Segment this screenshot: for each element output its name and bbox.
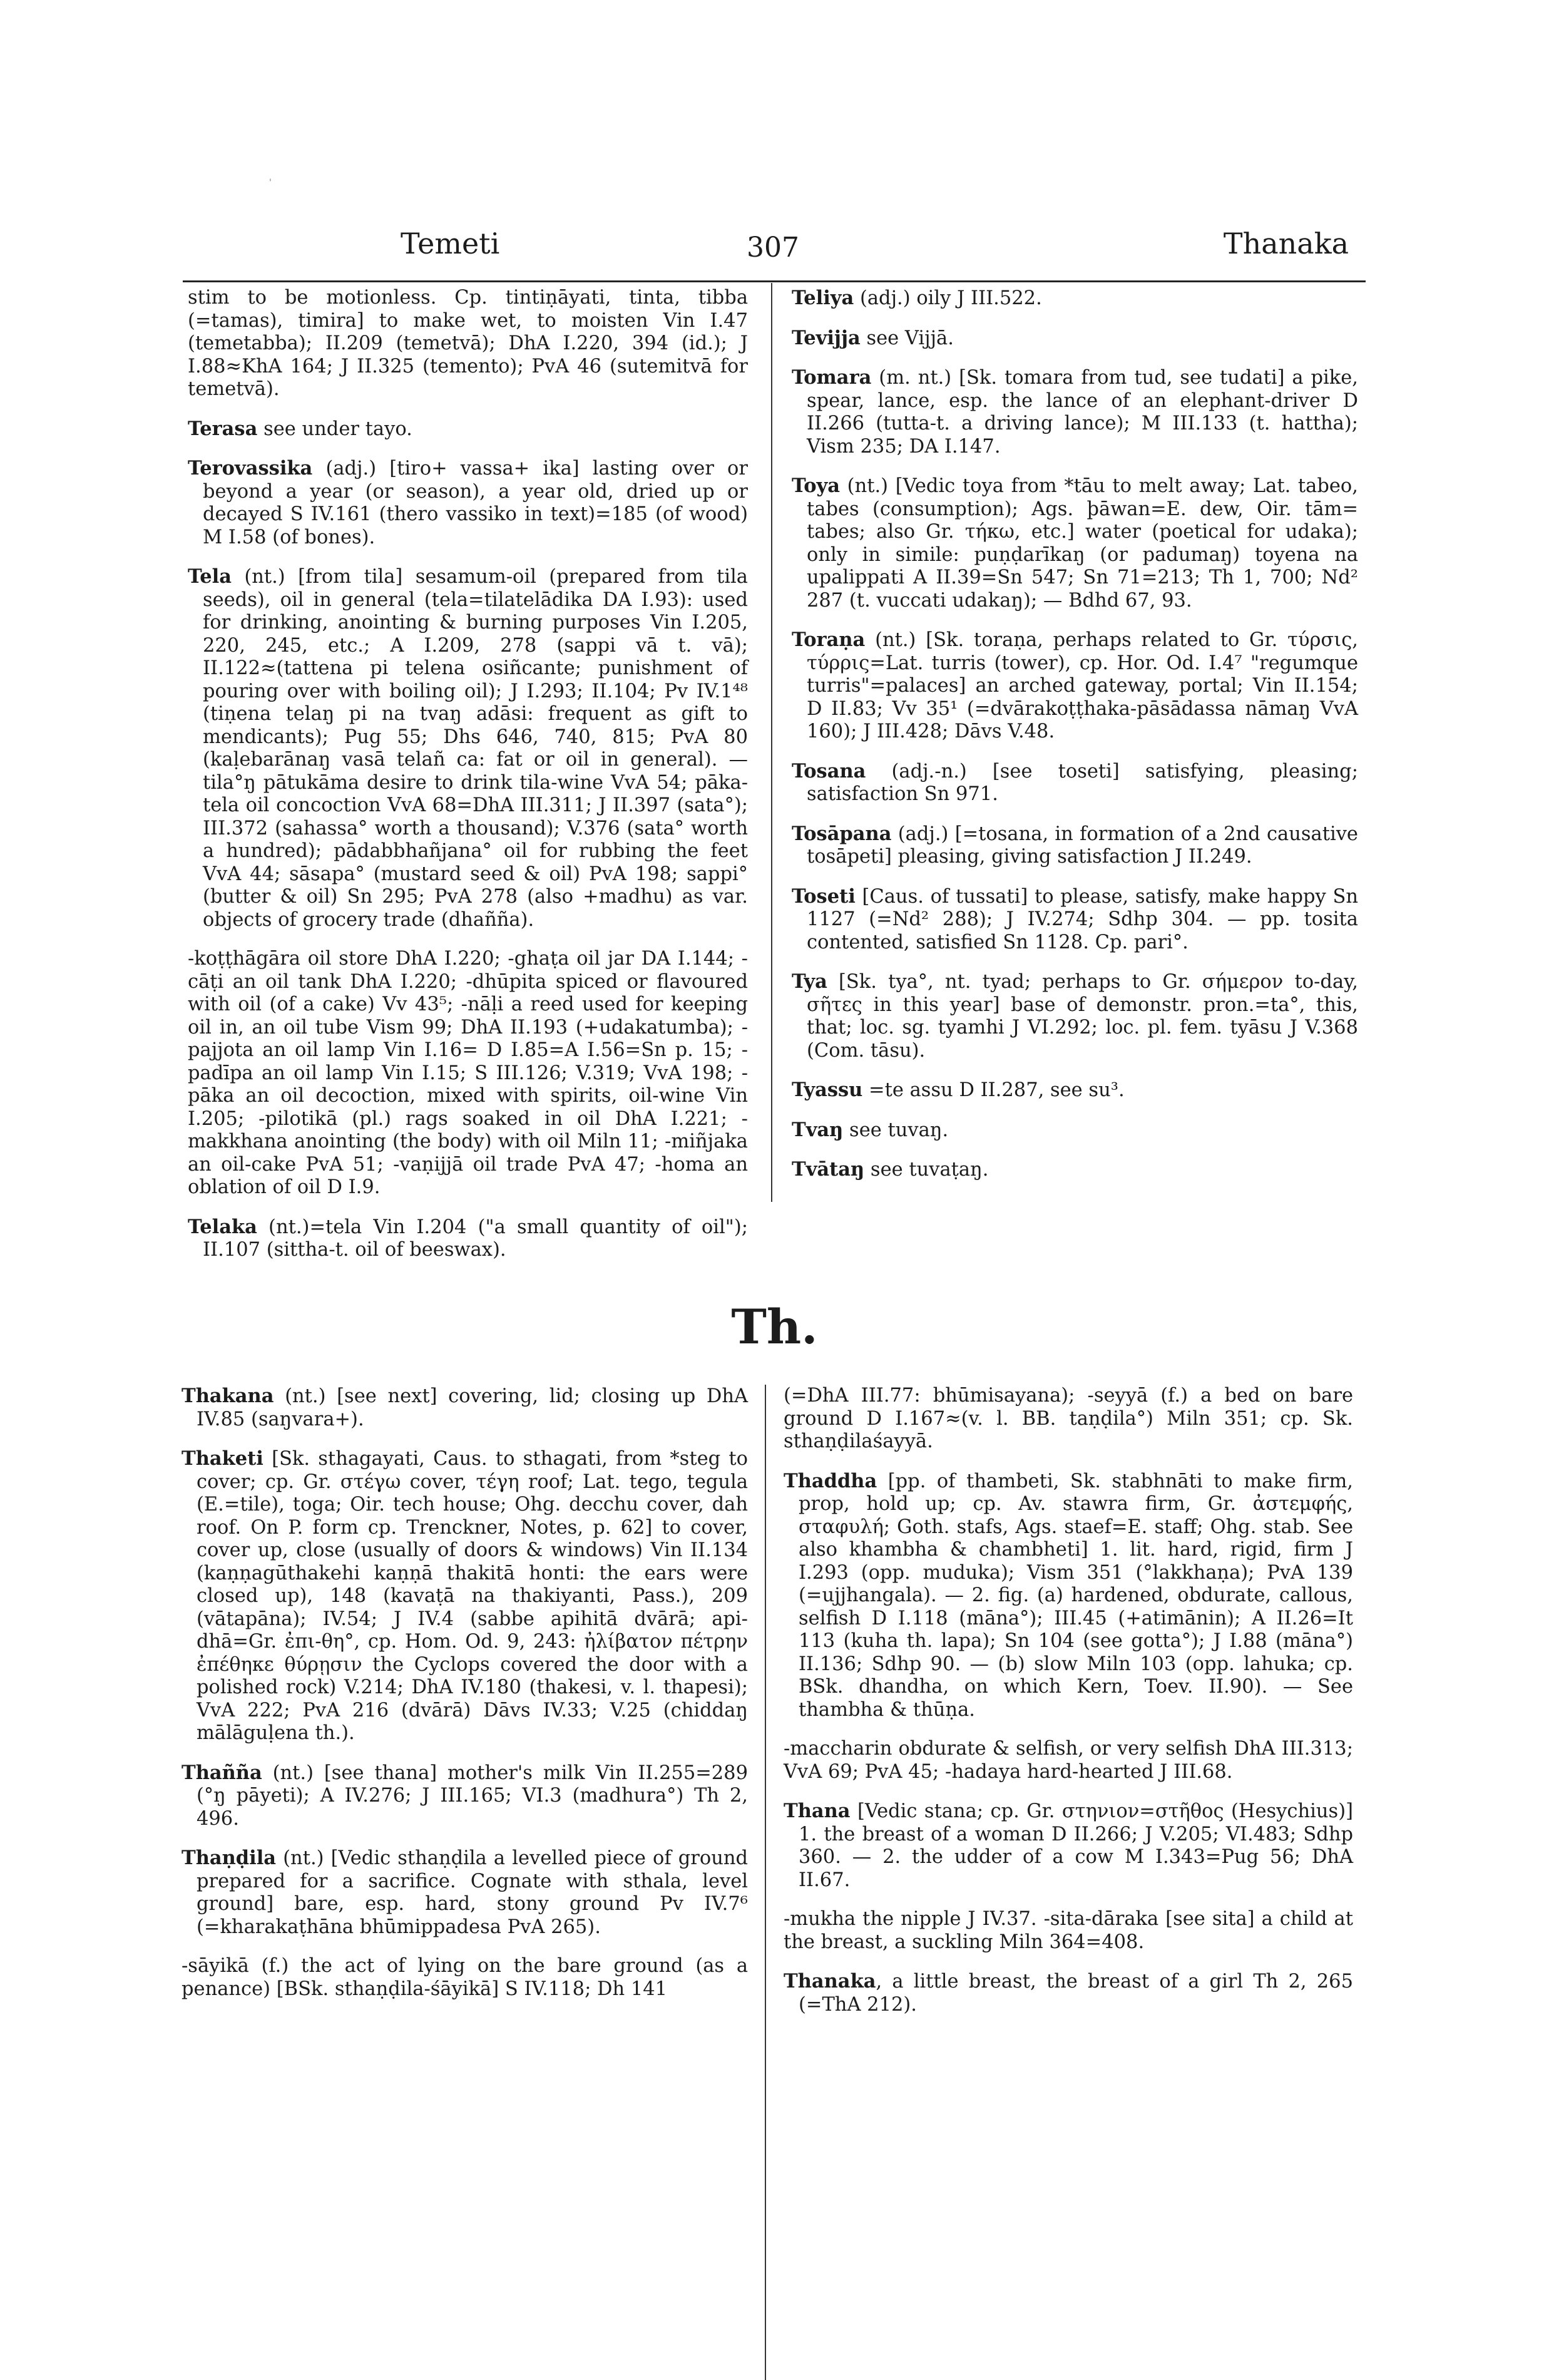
dictionary-entry: [792, 1158, 1358, 1182]
entry-text: (adj.) [tiro+ vassa+ ika] lasting over or beyond a year (or season), a year old, dried up or decayed S IV.161 (thero vassiko in text)=185 (of wood) M I.58 (of bones).: [203, 458, 748, 548]
column-divider-bottom: [765, 1385, 766, 2380]
entry-text: -maccharin obdurate & selfish, or very selfish DhA III.313; VvA 69; PvA 45; -hadaya hard-hearted J III.68.: [784, 1738, 1353, 1783]
dictionary-entry: [792, 823, 1358, 869]
dictionary-entry: [188, 948, 748, 1199]
entry-headword: Tevijja: [792, 326, 861, 349]
dictionary-entry: [792, 885, 1358, 955]
entry-text: (nt.) [from tila] sesamum-oil (prepared from tila seeds), oil in general (tela=tilatelādika DA I.93): used for drinking, anointing & burning purposes Vin I.205, 220, 245, etc.; A I.209, 278 (sappi vā t. vā); II.122≈(tattena pi telena osiñcante; punishment of pouring over with boiling oil); J I.293; II.104; Pv IV.1⁴⁸ (tiṇena telaŋ pi na tvaŋ adāsi: frequent as gift to mendicants); Pug 55; Dhs 646, 740, 815; PvA 80 (kaḷebarānaŋ vasā telañ ca: fat or oil in general). — tila°ŋ pātukāma desire to drink tila-wine VvA 54; pāka-tela oil concoction VvA 68=DhA III.311; J II.397 (sata°); III.372 (sahassa° worth a thousand); V.376 (sata° worth a hundred); pādabbhañjana° oil for rubbing the feet VvA 44; sāsapa° (mustard seed & oil) PvA 198; sappi° (butter & oil) Sn 295; PvA 278 (also +madhu) as var. objects of grocery trade (dhañña).: [203, 566, 748, 931]
dictionary-entry: [792, 287, 1358, 310]
running-header: [185, 227, 1361, 270]
dictionary-entry: [188, 287, 748, 401]
dictionary-entry: [784, 1738, 1353, 1783]
entry-text: see Vijjā.: [860, 327, 954, 349]
column-3: [181, 1385, 748, 2017]
entry-headword: Thaketi: [181, 1447, 263, 1470]
dictionary-entry: [181, 1447, 748, 1745]
page-number: 307: [747, 232, 799, 264]
entry-headword: Thana: [784, 1800, 851, 1822]
dictionary-entry: [784, 1470, 1353, 1722]
entry-text: -koṭṭhāgāra oil store DhA I.220; -ghaṭa oil jar DA I.144; -cāṭi an oil tank DhA I.220; -dhūpita spiced or flavoured with oil (of a cake) Vv 43⁵; -nāḷi a reed used for keeping oil in, an oil tube Vism 99; DhA II.193 (+udakatumba); -pajjota an oil lamp Vin I.16= D I.85=A I.56=Sn p. 15; -padīpa an oil lamp Vin I.15; S III.126; V.319; VvA 198; -pāka an oil decoction, mixed with spirits, oil-wine Vin I.205; -pilotikā (pl.) rags soaked in oil DhA I.221; -makkhana anointing (the body) with oil Miln 11; -miñjaka an oil-cake PvA 51; -vaṇijjā oil trade PvA 47; -homa an oblation of oil D I.9.: [188, 948, 748, 1198]
entry-headword: Tyassu: [792, 1079, 863, 1101]
entry-headword: Toraṇa: [792, 628, 866, 651]
entry-text: , a little breast, the breast of a girl Th 2, 265 (=ThA 212).: [799, 1971, 1353, 2016]
dictionary-entry: [792, 1119, 1358, 1142]
dictionary-entry: [784, 1970, 1353, 2016]
entry-headword: Thaddha: [784, 1469, 877, 1492]
entry-text: (adj.) [=tosana, in formation of a 2nd causative tosāpeti] pleasing, giving satisfaction J II.249.: [807, 823, 1358, 868]
entry-headword: Tosana: [792, 759, 866, 782]
entry-text: (nt.)=tela Vin I.204 ("a small quantity of oil"); II.107 (sittha-t. oil of beeswax).: [203, 1216, 748, 1261]
dictionary-entry: [792, 366, 1358, 458]
entry-headword: Tya: [792, 970, 827, 993]
scan-mark: ': [269, 178, 272, 188]
dictionary-entry: [792, 474, 1358, 612]
entry-headword: Tvātaŋ: [792, 1158, 865, 1181]
entry-headword: Teliya: [792, 287, 854, 309]
dictionary-entry: [181, 1847, 748, 1939]
entry-headword: Tomara: [792, 366, 872, 389]
dictionary-entry: [784, 1385, 1353, 1454]
dictionary-entry: [181, 1385, 748, 1431]
entry-text: (nt.) [see thana] mother's milk Vin II.255=289 (°ŋ pāyeti); A IV.276; J III.165; VI.3 (madhura°) Th 2, 496.: [197, 1762, 748, 1830]
dictionary-entry: [784, 1908, 1353, 1954]
entry-text: see under tayo.: [257, 418, 412, 440]
entry-text: stim to be motionless. Cp. tintiṇāyati, tinta, tibba (=tamas), timira] to make wet, to moisten Vin I.47 (temetabba); II.209 (temetvā); DhA I.220, 394 (id.); J I.88≈KhA 164; J II.325 (temento); PvA 46 (sutemitvā for temetvā).: [188, 287, 748, 400]
header-rule: [183, 280, 1366, 282]
entry-headword: Telaka: [188, 1215, 257, 1238]
dictionary-entry: [792, 628, 1358, 744]
entry-headword: Terasa: [188, 417, 258, 440]
header-first-word: Temeti: [401, 227, 500, 260]
entry-headword: Thakana: [181, 1385, 274, 1407]
entry-text: (=DhA III.77: bhūmisayana); -seyyā (f.) a bed on bare ground D I.167≈(v. l. BB. taṇḍila°) Miln 351; cp. Sk. sthaṇḍilaśayyā.: [784, 1385, 1353, 1452]
dictionary-entry: [792, 760, 1358, 806]
entry-text: (m. nt.) [Sk. tomara from tud, see tudati] a pike, spear, lance, esp. the lance of an elephant-driver D II.266 (tutta-t. a driving lance); M III.133 (t. hattha); Vism 235; DA I.147.: [807, 367, 1358, 458]
dictionary-entry: [181, 1762, 748, 1831]
section-heading: Th.: [731, 1299, 818, 1355]
dictionary-entry: [188, 1216, 748, 1262]
entry-text: [Caus. of tussati] to please, satisfy, make happy Sn 1127 (=Nd² 288); J IV.274; Sdhp 304. — pp. tosita contented, satisfied Sn 1128. Cp. pari°.: [807, 885, 1358, 953]
entry-text: [Sk. sthagayati, Caus. to sthagati, from *steg to cover; cp. Gr. στέγω cover, τέγη roof; Lat. tego, tegula (E.=tile), toga; Oir. tech house; Ohg. decchu cover, dah roof. On P. form cp. Trenckner, Notes, p. 62] to cover, cover up, close (usually of doors & windows) Vin II.134 (kaṇṇagūthakehi kaṇṇā thakitā honti: the ears were closed up), 148 (kavaṭā na thakiyanti, Pass.), 209 (vātapāna); IV.54; J IV.4 (sabbe apihitā dvārā; api-dhā=Gr. ἐπι-θη°, cp. Hom. Od. 9, 243: ἠλίβατον πέτρην ἐπέθηκε θύρῃσιν the Cyclops covered the door with a polished rock) V.214; DhA IV.180 (thakesi, v. l. thapesi); VvA 222; PvA 216 (dvārā) Dāvs IV.33; V.25 (chiddaŋ mālāguḷena th.).: [197, 1448, 748, 1744]
entry-text: (nt.) [Sk. toraṇa, perhaps related to Gr. τύρσις, τύρρις=Lat. turris (tower), cp. Hor. Od. I.4⁷ "regumque turris"=palaces] an arched gateway, portal; Vin II.154; D II.83; Vv 35¹ (=dvārakoṭṭhaka-pāsādassa nāmaŋ VvA 160); J III.428; Dāvs V.48.: [807, 629, 1358, 742]
entry-text: [Sk. tya°, nt. tyad; perhaps to Gr. σήμερον to-day, σῆτες in this year] base of demonstr. pron.=ta°, this, that; loc. sg. tyamhi J VI.292; loc. pl. fem. tyāsu J V.368 (Com. tāsu).: [807, 971, 1358, 1062]
entry-text: (nt.) [see next] covering, lid; closing up DhA IV.85 (saŋvara+).: [197, 1385, 748, 1430]
header-last-word: Thanaka: [1223, 227, 1349, 260]
entry-headword: Terovassika: [188, 457, 313, 480]
entry-text: -mukha the nipple J IV.37. -sita-dāraka [see sita] a child at the breast, a suckling Miln 364=408.: [784, 1908, 1353, 1953]
dictionary-entry: [792, 327, 1358, 351]
entry-text: [Vedic stana; cp. Gr. στηνιον=στῆθος (Hesychius)] 1. the breast of a woman D II.266; J V.205; VI.483; Sdhp 360. — 2. the udder of a cow M I.343=Pug 56; DhA II.67.: [799, 1800, 1353, 1891]
entry-text: (adj.) oily J III.522.: [854, 287, 1042, 309]
dictionary-entry: [784, 1800, 1353, 1892]
entry-text: -sāyikā (f.) the act of lying on the bare ground (as a penance) [BSk. sthaṇḍila-śāyikā] S IV.118; Dh 141: [181, 1955, 748, 2000]
entry-text: (nt.) [Vedic sthaṇḍila a levelled piece of ground prepared for a sacrifice. Cognate with sthala, level ground] bare, esp. hard, stony ground Pv IV.7⁶ (=kharakaṭhāna bhūmippadesa PvA 265).: [197, 1847, 748, 1938]
entry-headword: Tvaŋ: [792, 1118, 844, 1141]
entry-text: (adj.-n.) [see toseti] satisfying, pleasing; satisfaction Sn 971.: [807, 760, 1358, 805]
entry-headword: Toseti: [792, 885, 856, 908]
column-divider-top: [771, 283, 772, 1202]
dictionary-entry: [181, 1955, 748, 2001]
entry-headword: Thanaka: [784, 1970, 876, 1993]
dictionary-entry: [188, 418, 748, 441]
entry-headword: Tela: [188, 565, 232, 588]
entry-text: =te assu D II.287, see su³.: [862, 1079, 1125, 1101]
entry-headword: Toya: [792, 474, 841, 497]
entry-headword: Thañña: [181, 1761, 262, 1784]
dictionary-entry: [792, 970, 1358, 1062]
column-4: [784, 1385, 1353, 2033]
entry-headword: Thaṇḍila: [181, 1847, 277, 1869]
entry-text: see tuvaŋ.: [843, 1119, 949, 1141]
column-1: [188, 287, 748, 1278]
entry-text: see tuvaṭaŋ.: [864, 1159, 989, 1181]
entry-headword: Tosāpana: [792, 822, 892, 845]
dictionary-entry: [792, 1079, 1358, 1102]
entry-text: [pp. of thambeti, Sk. stabhnāti to make firm, prop, hold up; cp. Av. stawra firm, Gr. ἀστεμφής, σταφυλή; Goth. stafs, Ags. staef=E. staff; Ohg. stab. See also khambha & chambheti] 1. lit. hard, rigid, firm J I.293 (opp. muduka); Vism 351 (°lakkhaṇa); PvA 139 (=ujjhangala). — 2. fig. (a) hardened, obdurate, callous, selfish D I.118 (māna°); III.45 (+atimānin); A II.26=It 113 (kuha th. lapa); Sn 104 (see gotta°); J I.88 (māna°) II.136; Sdhp 90. — (b) slow Miln 103 (opp. lahuka; cp. BSk. dhandha, on which Kern, Toev. II.90). — See thambha & thūṇa.: [799, 1470, 1353, 1721]
entry-text: (nt.) [Vedic toya from *tāu to melt away; Lat. tabeo, tabes (consumption); Ags. þāwan=E. dew, Oir. tām= tabes; also Gr. τήκω, etc.] water (poetical for udaka); only in simile: puṇḍarīkaŋ (or padumaŋ) toyena na upalippati A II.39=Sn 547; Sn 71=213; Th 1, 700; Nd² 287 (t. vuccati udakaŋ); — Bdhd 67, 93.: [807, 475, 1358, 612]
column-2: [792, 287, 1358, 1198]
dictionary-entry: [188, 457, 748, 549]
dictionary-entry: [188, 565, 748, 931]
